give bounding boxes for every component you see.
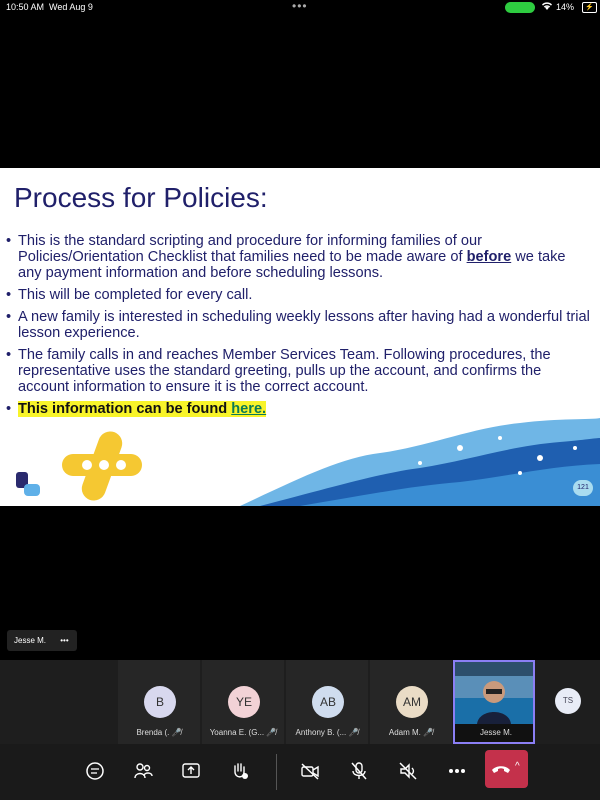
avatar: AB bbox=[312, 686, 344, 718]
avatar: YE bbox=[228, 686, 260, 718]
shared-slide bbox=[0, 168, 600, 506]
toolbar-divider bbox=[276, 754, 277, 790]
slide-title: Process for Policies: bbox=[14, 182, 268, 213]
mic-muted-icon: 🎤̸ bbox=[171, 728, 182, 737]
participant-name: Brenda (. 🎤̸ bbox=[136, 728, 182, 737]
bullet-item: • The family calls in and reaches Member Services Team. Following procedures, the representative uses the standard greeting, pulls up the account, and confirms the account information to ensure it is the correct account. bbox=[6, 347, 592, 395]
self-video-feed bbox=[455, 662, 533, 724]
slide-bullets bbox=[6, 233, 592, 423]
participant-tile[interactable] bbox=[370, 660, 452, 744]
dot-decoration bbox=[99, 460, 109, 470]
active-call-icon[interactable] bbox=[505, 2, 535, 13]
mic-off-icon[interactable] bbox=[348, 760, 370, 782]
people-icon[interactable] bbox=[132, 760, 154, 782]
bullet-item: • This information can be found here. bbox=[6, 401, 592, 417]
battery-charging-icon: ⚡ bbox=[582, 2, 597, 13]
participant-name: Yoanna E. (G... 🎤̸ bbox=[209, 728, 277, 737]
mic-muted-icon: 🎤̸ bbox=[348, 728, 359, 737]
presenter-name-tag[interactable] bbox=[7, 630, 77, 651]
meeting-toolbar bbox=[0, 744, 600, 800]
chevron-up-icon[interactable]: ^ bbox=[515, 761, 520, 772]
chat-icon[interactable] bbox=[84, 760, 106, 782]
participant-tile[interactable] bbox=[286, 660, 368, 744]
bullet-item: • This is the standard scripting and procedure for informing families of our Policies/Orientation Checklist that families need to be made aware of before we take any payment information and before scheduling lessons. bbox=[6, 233, 592, 281]
bullet-item: • A new family is interested in scheduling weekly lessons after having had a wonderful trial lesson experience. bbox=[6, 309, 592, 341]
camera-off-icon[interactable] bbox=[299, 760, 321, 782]
avatar: AM bbox=[396, 686, 428, 718]
presenter-name: Jesse M. bbox=[14, 636, 47, 645]
hang-up-icon bbox=[490, 759, 512, 779]
speaker-off-icon[interactable] bbox=[397, 760, 419, 782]
slide-page-number: 121 bbox=[573, 480, 593, 496]
raise-hand-icon[interactable] bbox=[229, 760, 251, 782]
multitask-dots-icon[interactable]: ••• bbox=[292, 0, 308, 13]
participant-tile[interactable] bbox=[118, 660, 200, 744]
status-bar bbox=[0, 0, 600, 16]
overflow-participants-avatar[interactable]: TS bbox=[555, 688, 581, 714]
dot-decoration bbox=[116, 460, 126, 470]
self-video-tile[interactable] bbox=[453, 660, 535, 744]
share-screen-icon[interactable] bbox=[180, 760, 202, 782]
bullet-item: • This will be completed for every call. bbox=[6, 287, 592, 303]
mic-muted-icon: 🎤̸ bbox=[423, 728, 434, 737]
more-options-icon[interactable]: ••• bbox=[60, 636, 69, 645]
brand-logo-icon bbox=[24, 484, 40, 496]
dot-decoration bbox=[82, 460, 92, 470]
participant-tile[interactable] bbox=[202, 660, 284, 744]
hang-up-button[interactable] bbox=[485, 750, 528, 788]
wifi-icon bbox=[541, 1, 553, 14]
status-time: 10:50 AM Wed Aug 9 bbox=[6, 2, 93, 12]
self-name: Jesse M. bbox=[479, 728, 512, 737]
slide-link[interactable]: here. bbox=[231, 401, 267, 417]
participant-name: Adam M. 🎤̸ bbox=[388, 728, 434, 737]
participant-strip bbox=[0, 660, 600, 744]
avatar: B bbox=[144, 686, 176, 718]
mic-muted-icon: 🎤̸ bbox=[266, 728, 277, 737]
participant-name: Anthony B. (... 🎤̸ bbox=[295, 728, 359, 737]
more-icon[interactable] bbox=[446, 760, 468, 782]
battery-level: 14% bbox=[556, 2, 575, 12]
